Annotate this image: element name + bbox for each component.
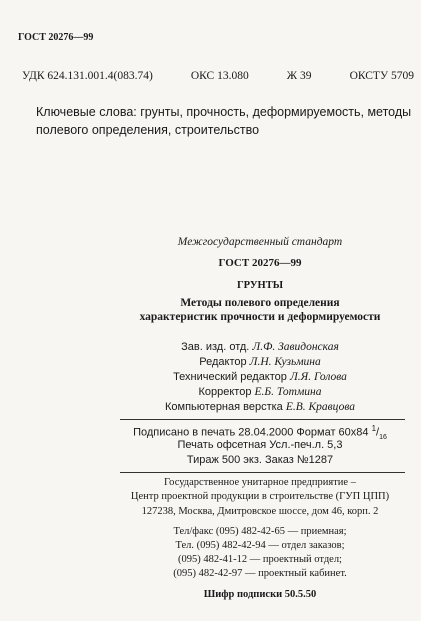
credit-role: Корректор [198,386,252,398]
publisher-phone: (095) 482-41-12 — проектный отдел; [178,554,342,565]
keywords: Ключевые слова: грунты, прочность, деформируемость, методы полевого определения, строительство [36,105,412,137]
print-sheets: Печать офсетная Усл.-печ.л. 5,3 [177,439,343,451]
zh-code: Ж 39 [286,70,312,82]
divider [120,472,405,473]
credit-line [100,401,420,413]
credit-name: Л.Н. Кузьмина [249,356,321,368]
credit-line [100,371,420,383]
imprint-title-line1: Методы полевого определения [180,297,340,309]
okstu-code: ОКСТУ 5709 [349,70,414,82]
classification-row [22,70,414,82]
credit-role: Технический редактор [173,371,287,383]
credit-name: Л.Я. Голова [289,371,347,383]
print-signed: Подписано в печать 28.04.2000 Формат 60х84 $^1/_{16}$ [133,424,387,441]
credit-name: Л.Ф. Завидонская [252,341,339,353]
credit-line [100,386,420,398]
standard-type: Межгосударственный стандарт [177,236,343,248]
oks-code: ОКС 13.080 [190,70,249,82]
credit-line [100,356,420,368]
credit-role: Зав. изд. отд. [181,341,250,353]
divider [120,419,405,420]
publisher-phone: Тел. (095) 482-42-94 — отдел заказов; [175,540,345,551]
print-run: Тираж 500 экз. Заказ №1287 [186,454,334,466]
imprint-code: ГОСТ 20276—99 [218,257,302,269]
format-denominator: 16 [379,433,387,441]
credit-line [100,341,420,353]
credit-name: Е.Б. Тотмина [254,386,322,398]
credit-name: Е.В. Кравцова [285,401,355,413]
credit-role: Компьютерная верстка [165,401,283,413]
imprint-subject: ГРУНТЫ [236,280,284,291]
credit-role: Редактор [199,356,247,368]
publisher-phone: (095) 482-42-97 — проектный кабинет. [173,568,347,579]
publisher-line2: Центр проектной продукции в строительстве (ГУП ЦПП) [130,491,390,502]
udk-code: УДК 624.131.001.4(083.74) [22,70,153,82]
print-signed-text: Подписано в печать 28.04.2000 Формат 60х84 [133,426,369,439]
publisher-address: 127238, Москва, Дмитровское шоссе, дом 46, корп. 2 [141,506,379,517]
format-numerator: 1 [371,424,377,433]
publisher-phone: Тел/факс (095) 482-42-65 — приемная; [173,526,347,537]
publisher-line1: Государственное унитарное предприятие – [164,477,356,488]
imprint-title-line2: характеристик прочности и деформируемости [139,311,381,323]
subscription-cipher: Шифр подписки 50.5.50 [203,589,317,600]
document-header-code: ГОСТ 20276—99 [18,32,94,43]
